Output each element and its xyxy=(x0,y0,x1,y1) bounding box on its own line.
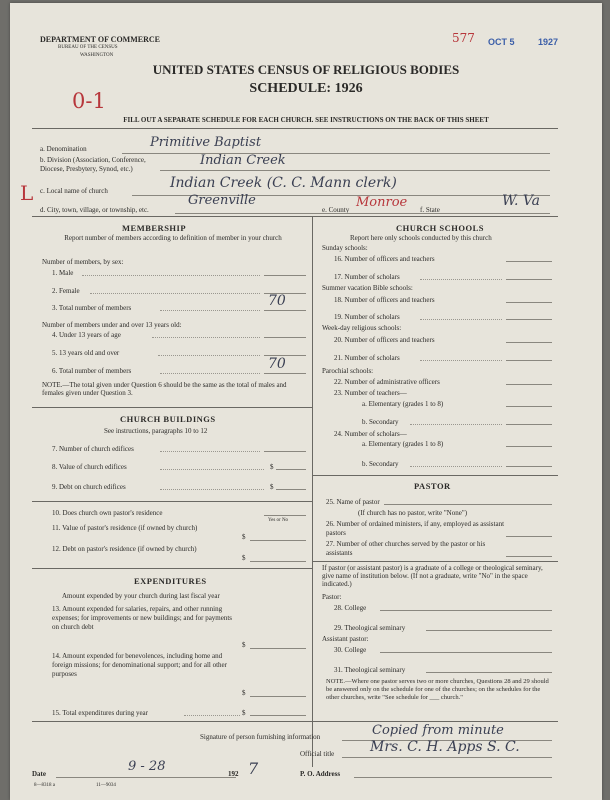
graduate-instructions: If pastor (or assistant pastor) is a graduate of a college or theological seminary, give name of institution below. (If not a graduate, write "No" in the space indicated.) xyxy=(322,564,543,588)
expenditures-title: EXPENDITURES xyxy=(134,576,207,586)
pastor-sub-label: Pastor: xyxy=(322,593,342,601)
official-title-value: Mrs. C. H. Apps S. C. xyxy=(370,739,520,755)
admin-officers-label: 22. Number of administrative officers xyxy=(334,378,440,386)
dollar-sign: $ xyxy=(242,641,246,649)
signature-value: Copied from minute xyxy=(372,723,504,738)
total-expenditures-label: 15. Total expenditures during year xyxy=(52,709,148,717)
po-address-label: P. O. Address xyxy=(300,770,341,778)
denomination-value: Primitive Baptist xyxy=(150,135,262,150)
church-name-label: c. Local name of church xyxy=(40,187,108,195)
stamp-year: 1927 xyxy=(538,37,559,47)
year-printed: 192 xyxy=(228,770,239,778)
pastor-note: NOTE.—Where one pastor serves two or more churches, Questions 28 and 29 should be answered only on the schedule for one of the churches; on the schedules for the other churches, write "See schedule for ___ church." xyxy=(326,678,549,701)
red-check-mark: L xyxy=(20,181,34,205)
scholars-label: 24. Number of scholars— xyxy=(334,430,407,438)
yes-no-hint: Yes or No xyxy=(268,518,289,523)
total-members-value: 70 xyxy=(268,293,286,309)
form-number: 8—8318 a xyxy=(34,783,55,788)
county-label: e. County xyxy=(322,206,350,214)
signature-label: Signature of person furnishing information xyxy=(200,733,321,741)
schools-title: CHURCH SCHOOLS xyxy=(396,223,484,233)
expenditures-subtitle: Amount expended by your church during last fiscal year xyxy=(62,592,220,600)
assistant-sub-label: Assistant pastor: xyxy=(322,635,369,643)
city-label: WASHINGTON xyxy=(80,53,114,58)
parochial-schools-label: Parochial schools: xyxy=(322,367,374,375)
red-code: 0-1 xyxy=(72,89,106,113)
church-edifices-debt-label: 9. Debt on church edifices xyxy=(52,483,126,491)
owns-residence-label: 10. Does church own pastor's residence xyxy=(52,509,163,517)
pastor-seminary-label: 29. Theological seminary xyxy=(334,624,406,632)
state-label: f. State xyxy=(420,206,440,214)
county-value: Monroe xyxy=(356,195,408,210)
division-label: b. Division (Association, Conference, Diocese, Presbytery, Synod, etc.) xyxy=(40,156,146,173)
male-label: 1. Male xyxy=(52,269,74,277)
state-value: W. Va xyxy=(502,193,541,209)
church-name-value: Indian Creek (C. C. Mann clerk) xyxy=(170,175,397,191)
female-label: 2. Female xyxy=(52,287,80,295)
denomination-label: a. Denomination xyxy=(40,145,87,153)
dollar-sign: $ xyxy=(242,689,246,697)
year-written: 7 xyxy=(248,759,259,778)
assistant-ministers-label: 26. Number of ordained ministers, if any, employed as assistant pastors xyxy=(326,520,505,537)
assistant-college-label: 30. College xyxy=(334,646,367,654)
membership-title: MEMBERSHIP xyxy=(122,223,187,233)
dollar-sign: $ xyxy=(270,463,274,471)
members-by-age-label: Number of members under and over 13 years old: xyxy=(42,321,182,329)
stamp-date: OCT 5 xyxy=(488,37,515,47)
members-by-sex-label: Number of members, by sex: xyxy=(42,258,124,266)
over-13-label: 5. 13 years old and over xyxy=(52,349,120,357)
schools-intro: Report here only schools conducted by this church xyxy=(350,234,492,242)
weekday-scholars-label: 21. Number of scholars xyxy=(334,354,400,362)
division-value: Indian Creek xyxy=(200,153,286,168)
scholars-secondary-label: b. Secondary xyxy=(362,460,399,468)
vacation-schools-label: Summer vacation Bible schools: xyxy=(322,284,413,292)
schedule-title: SCHEDULE: 1926 xyxy=(249,81,363,96)
pastor-college-label: 28. College xyxy=(334,604,367,612)
sunday-officers-label: 16. Number of officers and teachers xyxy=(334,255,435,263)
total-members-age-label: 6. Total number of members xyxy=(52,367,132,375)
date-value: 9 - 28 xyxy=(128,759,166,774)
dollar-sign: $ xyxy=(270,483,274,491)
residence-value-label: 11. Value of pastor's residence (if owned by church) xyxy=(52,524,198,532)
form-title: UNITED STATES CENSUS OF RELIGIOUS BODIES xyxy=(152,62,460,77)
membership-note: NOTE.—The total given under Question 6 should be the same as the total of males and females given under Question 3. xyxy=(42,381,287,397)
pastor-name-label: 25. Name of pastor xyxy=(326,498,380,506)
scholars-elementary-label: a. Elementary (grades 1 to 8) xyxy=(362,440,444,448)
teachers-label: 23. Number of teachers— xyxy=(334,389,407,397)
under-13-label: 4. Under 13 years of age xyxy=(52,331,121,339)
assistant-seminary-label: 31. Theological seminary xyxy=(334,666,406,674)
residence-debt-label: 12. Debt on pastor's residence (if owned by church) xyxy=(52,545,197,553)
total-members-age-value: 70 xyxy=(268,356,286,372)
running-expenses-label: 13. Amount expended for salaries, repairs, and other running expenses; for improvements or new buildings; and for payments on church debt xyxy=(52,605,233,631)
vacation-officers-label: 18. Number of officers and teachers xyxy=(334,296,435,304)
dollar-sign: $ xyxy=(242,533,246,541)
benevolences-label: 14. Amount expended for benevolences, including home and foreign missions; for denominational support; and for all other purposes xyxy=(52,652,227,678)
stamp-number: 577 xyxy=(452,31,475,45)
pastor-title: PASTOR xyxy=(414,481,451,491)
pastor-name-hint: (If church has no pastor, write "None") xyxy=(358,509,468,517)
membership-intro: Report number of members according to definition of member in your church xyxy=(64,234,282,242)
dollar-sign: $ xyxy=(242,554,246,562)
buildings-subtitle: See instructions, paragraphs 10 to 12 xyxy=(104,427,208,435)
city-value: Greenville xyxy=(188,193,256,208)
print-number: 11—9034 xyxy=(96,783,116,788)
total-members-label: 3. Total number of members xyxy=(52,304,132,312)
department-label: DEPARTMENT OF COMMERCE xyxy=(40,35,161,44)
buildings-title: CHURCH BUILDINGS xyxy=(120,414,216,424)
separate-schedule-instruction: FILL OUT A SEPARATE SCHEDULE FOR EACH CHURCH. SEE INSTRUCTIONS ON THE BACK OF THIS SHEET xyxy=(123,116,489,124)
bureau-label: BUREAU OF THE CENSUS xyxy=(58,45,118,50)
dollar-sign: $ xyxy=(242,709,246,717)
sunday-scholars-label: 17. Number of scholars xyxy=(334,273,400,281)
church-edifices-count-label: 7. Number of church edifices xyxy=(52,445,134,453)
date-label: Date xyxy=(32,770,46,778)
official-title-label: Official title xyxy=(300,750,335,758)
weekday-schools-label: Week-day religious schools: xyxy=(322,324,402,332)
sunday-schools-label: Sunday schools: xyxy=(322,244,368,252)
census-schedule-sheet xyxy=(10,3,602,800)
teachers-secondary-label: b. Secondary xyxy=(362,418,399,426)
other-churches-label: 27. Number of other churches served by the pastor or his assistants xyxy=(326,540,486,557)
teachers-elementary-label: a. Elementary (grades 1 to 8) xyxy=(362,400,444,408)
vacation-scholars-label: 19. Number of scholars xyxy=(334,313,400,321)
weekday-officers-label: 20. Number of officers and teachers xyxy=(334,336,435,344)
city-label: d. City, town, village, or township, etc. xyxy=(40,206,149,214)
church-edifices-value-label: 8. Value of church edifices xyxy=(52,463,127,471)
